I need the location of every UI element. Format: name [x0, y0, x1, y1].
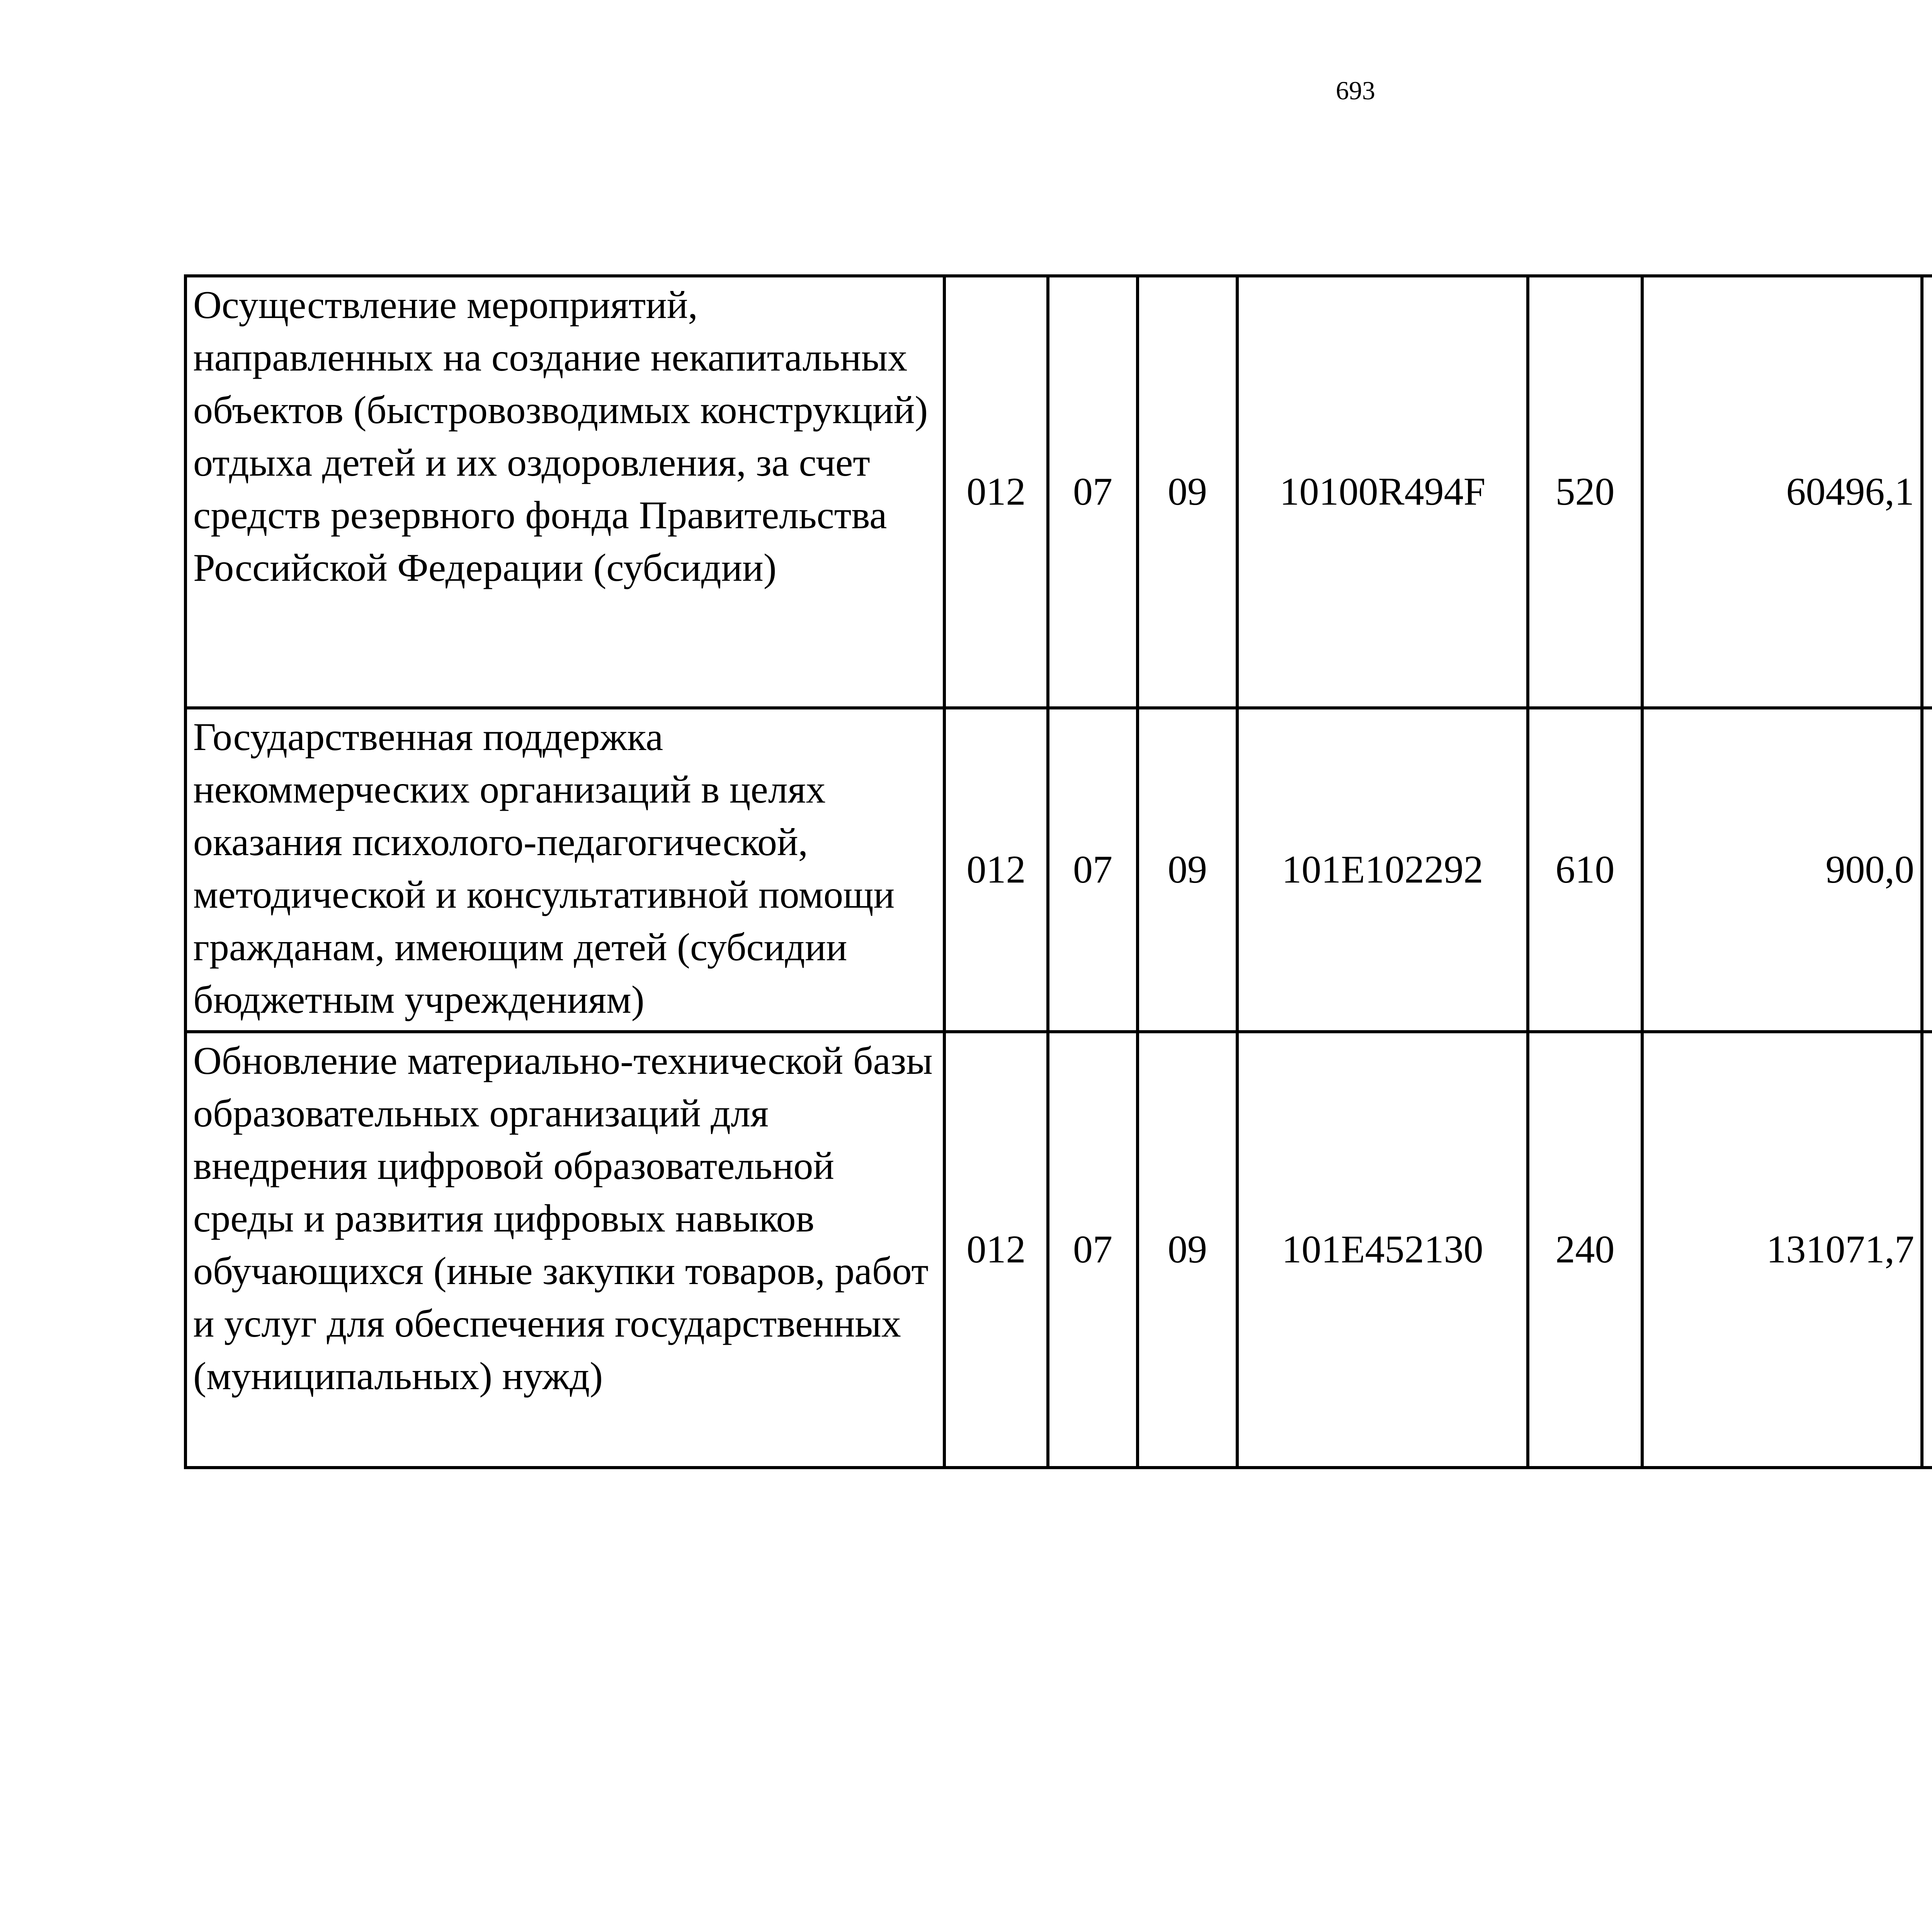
expense-type-code: 240 [1528, 1032, 1642, 1468]
table-row [185, 276, 1932, 708]
amount-2 [1922, 276, 1932, 708]
subsection-code: 09 [1138, 276, 1237, 708]
amount-1: 60496,1 [1642, 276, 1922, 708]
amount-1: 131071,7 [1642, 1032, 1922, 1468]
ministry-code: 012 [944, 1032, 1048, 1468]
target-article-code: 10100R494F [1237, 276, 1528, 708]
ministry-code: 012 [944, 276, 1048, 708]
subsection-code: 09 [1138, 1032, 1237, 1468]
section-code: 07 [1048, 1032, 1138, 1468]
budget-table [184, 274, 1932, 1469]
table-row [185, 708, 1932, 1032]
section-code: 07 [1048, 276, 1138, 708]
row-description: Осуществление мероприятий, направленных на создание некапитальных объектов (быстровозводимых конструкций) отдыха детей и их оздоровления, за счет средств резервного фонда Правительства Российской Федерации (субсидии) [185, 276, 944, 708]
target-article-code: 101E452130 [1237, 1032, 1528, 1468]
table-row [185, 1032, 1932, 1468]
ministry-code: 012 [944, 708, 1048, 1032]
target-article-code: 101E102292 [1237, 708, 1528, 1032]
expense-type-code: 610 [1528, 708, 1642, 1032]
expense-type-code: 520 [1528, 276, 1642, 708]
row-description: Обновление материально-технической базы образовательных организаций для внедрения цифровой образовательной среды и развития цифровых навыков обучающихся (иные закупки товаров, работ и услуг для обеспечения государственных (муниципальных) нужд) [185, 1032, 944, 1468]
amount-1: 900,0 [1642, 708, 1922, 1032]
row-description: Государственная поддержка некоммерческих организаций в целях оказания психолого-педагогической, методической и консультативной помощи гражданам, имеющим детей (субсидии бюджетным учреждениям) [185, 708, 944, 1032]
amount-2 [1922, 708, 1932, 1032]
subsection-code: 09 [1138, 708, 1237, 1032]
amount-2 [1922, 1032, 1932, 1468]
section-code: 07 [1048, 708, 1138, 1032]
page-number: 693 [1336, 76, 1375, 105]
